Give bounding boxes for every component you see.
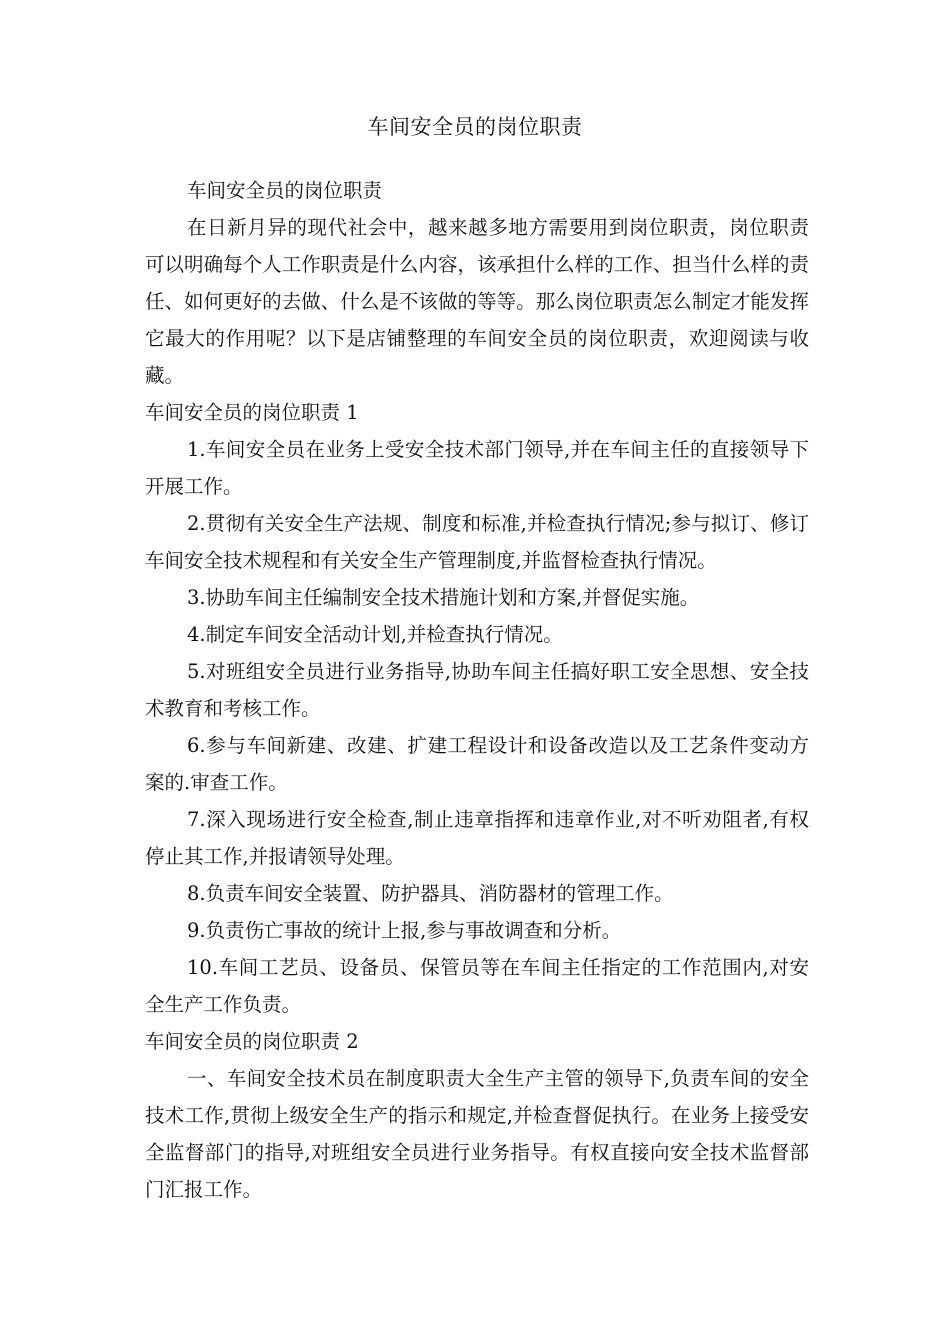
section-1-item: 7.深入现场进行安全检查,制止违章指挥和违章作业,对不听劝阻者,有权停止其工作,并报请领导处理。 [145, 808, 809, 868]
section-1-item: 5.对班组安全员进行业务指导,协助车间主任搞好职工安全思想、安全技术教育和考核工作。 [145, 660, 809, 720]
intro-paragraph: 在日新月异的现代社会中，越来越多地方需要用到岗位职责，岗位职责可以明确每个人工作职责是什么内容，该承担什么样的工作、担当什么样的责任、如何更好的去做、什么是不该做的等等。那么岗位职责怎么制定才能发挥它最大的作用呢？以下是店铺整理的车间安全员的岗位职责，欢迎阅读与收藏。 [145, 216, 809, 387]
document-subtitle: 车间安全员的岗位职责 [187, 179, 383, 202]
section-1-item: 6.参与车间新建、改建、扩建工程设计和设备改造以及工艺条件变动方案的.审查工作。 [145, 734, 809, 794]
section-1-item: 10.车间工艺员、设备员、保管员等在车间主任指定的工作范围内,对安全生产工作负责。 [145, 956, 809, 1016]
section-1-item: 1.车间安全员在业务上受安全技术部门领导,并在车间主任的直接领导下开展工作。 [145, 438, 809, 498]
document-body [145, 172, 809, 1208]
section-1-item: 3.协助车间主任编制安全技术措施计划和方案,并督促实施。 [187, 586, 700, 609]
section-1-heading: 车间安全员的岗位职责 1 [145, 401, 359, 424]
section-1-item: 2.贯彻有关安全生产法规、制度和标准,并检查执行情况;参与拟订、修订车间安全技术规程和有关安全生产管理制度,并监督检查执行情况。 [145, 512, 809, 572]
section-1-item: 9.负责伤亡事故的统计上报,参与事故调查和分析。 [187, 919, 622, 942]
section-1-item: 8.负责车间安全装置、防护器具、消防器材的管理工作。 [187, 882, 674, 905]
document-title: 车间安全员的岗位职责 [367, 115, 583, 139]
section-2-heading: 车间安全员的岗位职责 2 [145, 1030, 359, 1053]
section-2-item: 一、车间安全技术员在制度职责大全生产主管的领导下,负责车间的安全技术工作,贯彻上级安全生产的指示和规定,并检查督促执行。在业务上接受安全监督部门的指导,对班组安全员进行业务指导。有权直接向安全技术监督部门汇报工作。 [145, 1067, 809, 1201]
section-1-item: 4.制定车间安全活动计划,并检查执行情况。 [187, 623, 563, 646]
